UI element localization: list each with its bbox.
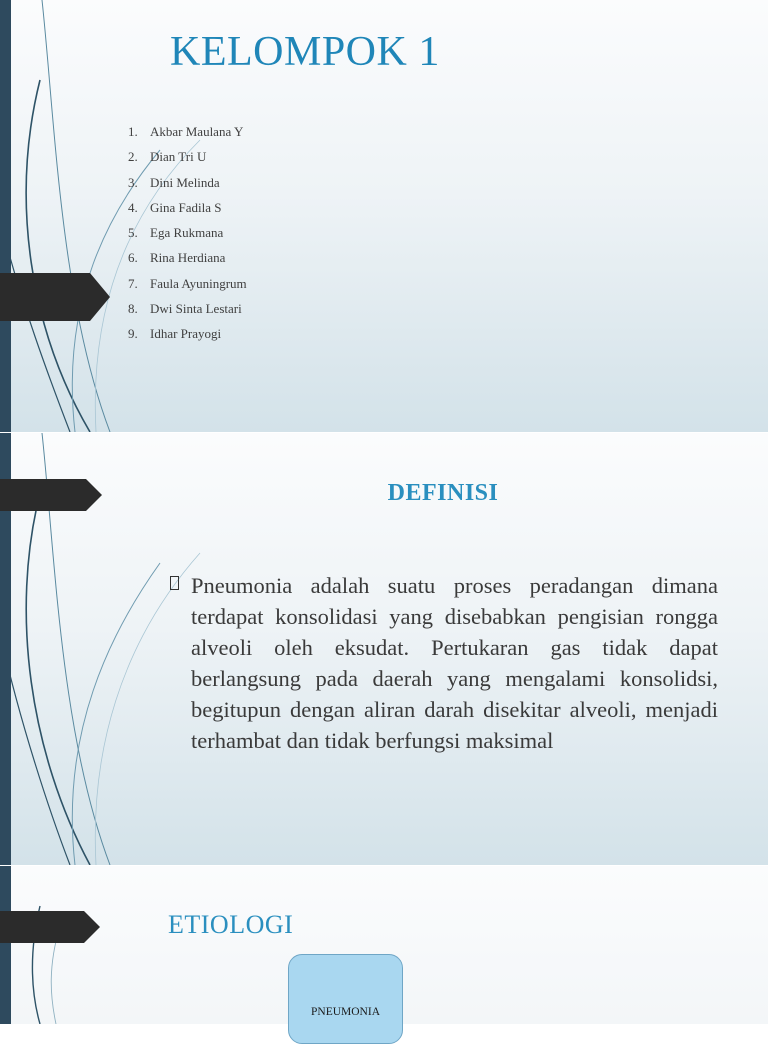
list-item: 4. Gina Fadila S bbox=[128, 199, 222, 215]
member-list bbox=[128, 124, 247, 352]
definition-text: Pneumonia adalah suatu proses peradangan dimana terdapat konsolidasi yang disebabkan pengisian rongga alveoli oleh eksudat. Pertukaran gas tidak dapat berlangsung pada daerah yang mengalami konsolidsi, begitupun dengan aliran darah disekitar alveoli, menjadi terhambat dan tidak berfungsi maksimal bbox=[191, 573, 718, 753]
slide-title: DEFINISI bbox=[387, 480, 499, 506]
list-item: 5. Ega Rukmana bbox=[128, 225, 224, 241]
list-item: 2. Dian Tri U bbox=[128, 149, 207, 165]
list-item: 8. Dwi Sinta Lestari bbox=[128, 301, 242, 317]
definition-block bbox=[170, 570, 718, 756]
left-accent-bar bbox=[0, 0, 11, 432]
list-item: 6. Rina Herdiana bbox=[128, 250, 226, 266]
left-accent-bar bbox=[0, 866, 11, 1024]
list-item: 9. Idhar Prayogi bbox=[128, 326, 222, 342]
bullet-icon bbox=[170, 576, 179, 590]
slide-title: KELOMPOK 1 bbox=[170, 29, 440, 75]
slide-kelompok bbox=[0, 0, 768, 432]
list-item: 1. Akbar Maulana Y bbox=[128, 124, 244, 139]
pneumonia-label: PNEUMONIA bbox=[311, 1006, 380, 1018]
list-item: 3. Dini Melinda bbox=[128, 174, 220, 190]
arrow-tab-icon bbox=[0, 273, 112, 321]
pneumonia-box bbox=[288, 954, 403, 1044]
arrow-tab-icon bbox=[0, 911, 104, 943]
slide-title: ETIOLOGI bbox=[168, 910, 294, 939]
list-item: 7. Faula Ayuningrum bbox=[128, 275, 247, 291]
